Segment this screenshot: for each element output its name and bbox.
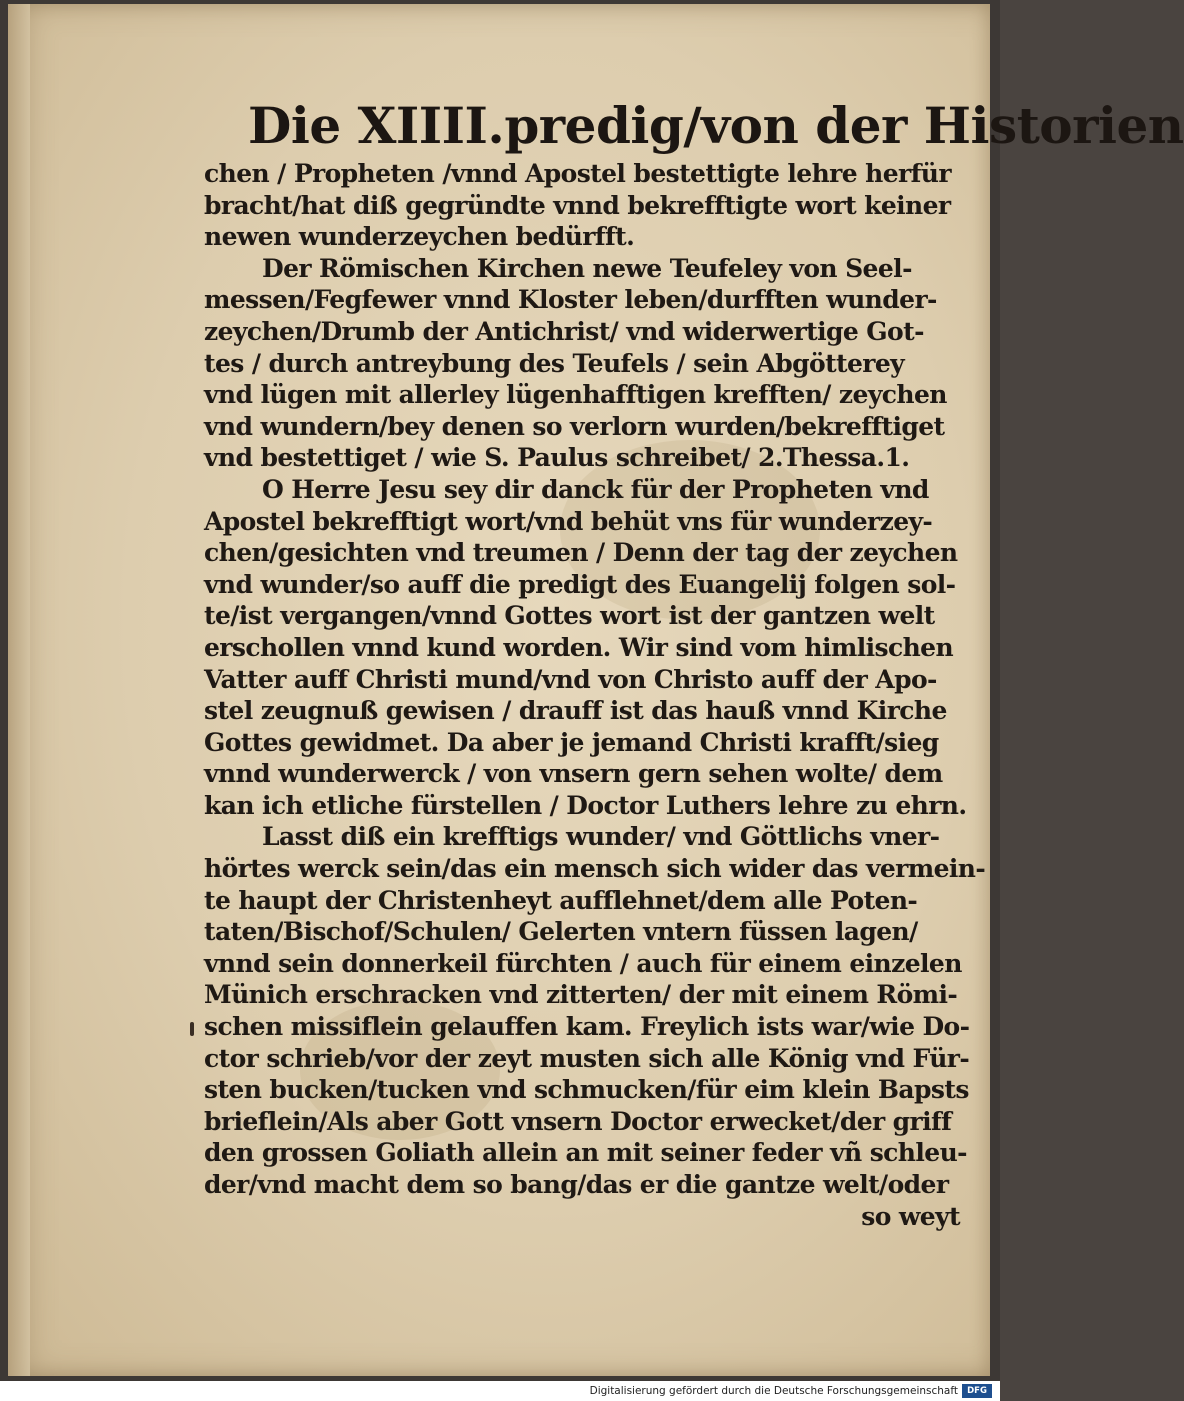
text-line: Lasst diß ein krefftigs wunder/ vnd Göttlichs vner- — [262, 822, 940, 852]
text-line: messen/Fegfewer vnnd Kloster leben/durfften wunder- — [204, 285, 937, 315]
text-line: vnd bestettiget / wie S. Paulus schreibet/ 2.Thessa.1. — [204, 443, 910, 473]
text-line: vnd lügen mit allerley lügenhafftigen krefften/ zeychen — [204, 380, 947, 410]
text-line: Apostel bekrefftigt wort/vnd behüt vns für wunderzey- — [204, 506, 933, 536]
text-line: chen/gesichten vnd treumen / Denn der tag der zeychen — [204, 538, 958, 568]
text-line: hörtes werck sein/das ein mensch sich wider das vermein- — [204, 854, 986, 884]
text-line: ctor schrieb/vor der zeyt musten sich alle König vnd Für- — [204, 1043, 970, 1073]
text-line: sten bucken/tucken vnd schmucken/für eim klein Bapsts — [204, 1075, 969, 1105]
ink-mark — [190, 1022, 194, 1036]
text-block — [204, 158, 986, 1232]
text-line: tes / durch antreybung des Teufels / sein Abgötterey — [204, 348, 905, 378]
text-line: kan ich etliche fürstellen / Doctor Luthers lehre zu ehrn. — [204, 790, 967, 820]
text-line: chen / Propheten /vnnd Apostel bestettigte lehre herfür — [204, 159, 951, 188]
text-line: Der Römischen Kirchen newe Teufeley von Seel- — [262, 253, 912, 283]
text-line: taten/Bischof/Schulen/ Gelerten vntern füssen lagen/ — [204, 917, 918, 947]
text-line: brieflein/Als aber Gott vnsern Doctor erwecket/der griff — [204, 1106, 952, 1136]
text-line: schen missiflein gelauffen kam. Freylich ists war/wie Do- — [204, 1012, 970, 1042]
page-binding-edge — [8, 4, 30, 1376]
footer-bar — [0, 1381, 1000, 1401]
dfg-logo: DFG — [962, 1384, 992, 1398]
text-line: vnd wunder/so auff die predigt des Euangelij folgen sol- — [204, 569, 956, 599]
text-line: Münich erschracken vnd zitterten/ der mit einem Römi- — [204, 980, 958, 1010]
text-line: newen wunderzeychen bedürfft. — [204, 222, 635, 252]
text-line: erschollen vnnd kund worden. Wir sind vom himlischen — [204, 632, 954, 662]
funding-notice: Digitalisierung gefördert durch die Deutsche Forschungsgemeinschaft — [589, 1385, 958, 1397]
text-line: O Herre Jesu sey dir danck für der Propheten vnd — [262, 474, 929, 504]
text-line: der/vnd macht dem so bang/das er die gantze welt/oder — [204, 1170, 949, 1199]
text-line: vnd wundern/bey denen so verlorn wurden/bekrefftiget — [204, 411, 945, 441]
text-line: stel zeugnuß gewisen / drauff ist das hauß vnnd Kirche — [204, 696, 947, 726]
text-line: te/ist vergangen/vnnd Gottes wort ist der gantzen welt — [204, 601, 935, 631]
text-line: vnnd wunderwerck / von vnsern gern sehen wolte/ dem — [204, 759, 943, 789]
text-line: so weyt — [861, 1201, 960, 1231]
text-line: Gottes gewidmet. Da aber je jemand Christi krafft/sieg — [204, 727, 939, 757]
running-head: Die XIIII.predig/von der Historien — [248, 96, 1184, 155]
text-line: Vatter auff Christi mund/vnd von Christo auff der Apo- — [204, 664, 937, 694]
text-line: zeychen/Drumb der Antichrist/ vnd widerwertige Got- — [204, 316, 924, 346]
text-line: den grossen Goliath allein an mit seiner feder vñ schleu- — [204, 1138, 967, 1168]
text-line: bracht/hat diß gegründte vnnd bekrefftigte wort keiner — [204, 190, 951, 220]
text-line: vnnd sein donnerkeil fürchten / auch für einem einzelen — [204, 948, 962, 978]
text-line: te haupt der Christenheyt aufflehnet/dem alle Poten- — [204, 885, 918, 915]
